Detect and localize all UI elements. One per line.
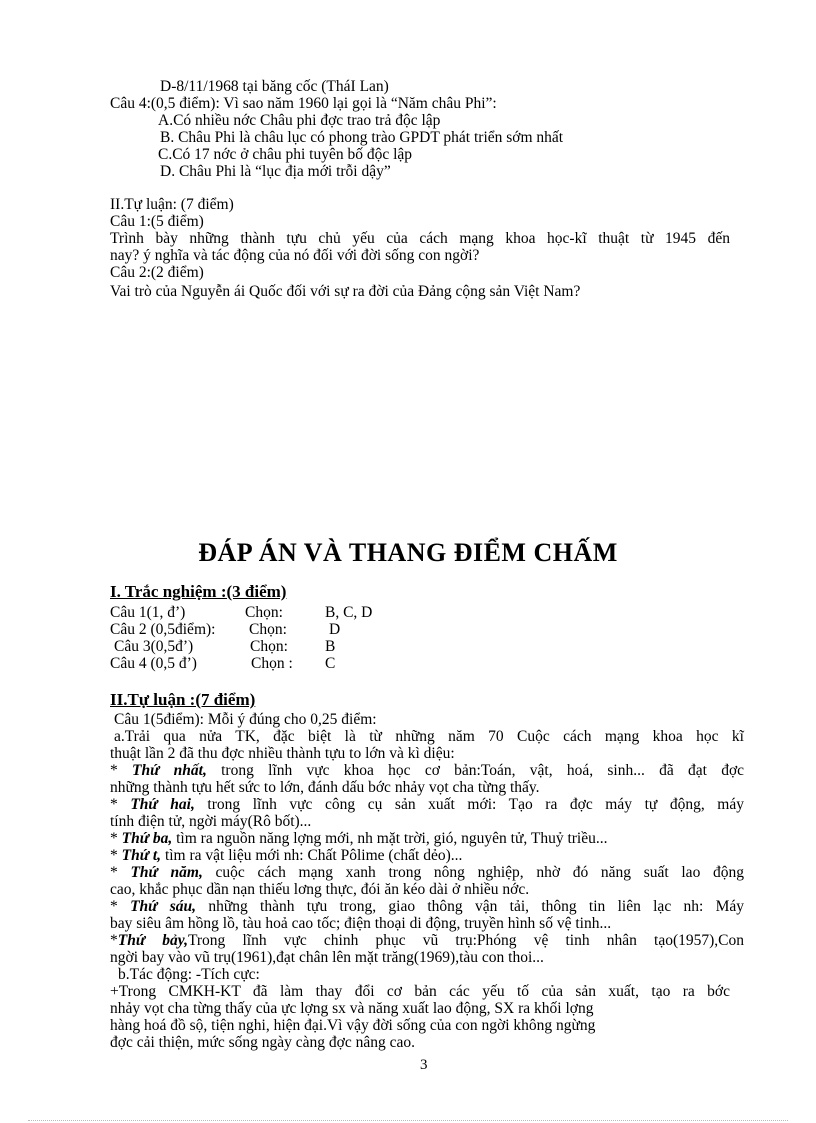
- answer-row-answer: B, C, D: [325, 604, 373, 621]
- essay-q1-text-line2: nay? ý nghĩa và tác động của nó đối với đời sống con ngời?: [110, 247, 480, 264]
- positive-line3: hàng hoá đồ sộ, tiện nghi, hiện đại.Vì vậy đời sống của con ngời không ngừng: [110, 1017, 596, 1034]
- page-number: 3: [420, 1057, 428, 1073]
- point-1-line1: * Thứ nhất, trong lĩnh vực khoa học cơ bản:Toán, vật, hoá, sinh... đã đạt đợc: [110, 762, 745, 779]
- answer-row-choose: Chọn:: [249, 621, 287, 638]
- part2-heading: II.Tự luận :(7 điểm): [110, 690, 256, 709]
- answer-row-q: Câu 4 (0,5 đ’): [110, 655, 197, 672]
- essay-q1-label: Câu 1:(5 điểm): [110, 213, 204, 230]
- b-line: b.Tác động: -Tích cực:: [118, 966, 260, 983]
- answer-row-q: Câu 1(1, đ’): [110, 604, 186, 621]
- q3-option-d: D-8/11/1968 tại băng cốc (TháI Lan): [160, 78, 389, 95]
- point-6-label: Thứ sáu,: [130, 898, 197, 915]
- c1-intro: Câu 1(5điểm): Mỗi ý đúng cho 0,25 điểm:: [114, 711, 377, 728]
- point-1-label: Thứ nhất,: [132, 762, 207, 779]
- point-5-line1: * Thứ năm, cuộc cách mạng xanh trong nông nghiệp, nhờ đó năng suất lao động: [110, 864, 745, 881]
- q4-stem: Câu 4:(0,5 điểm): Vì sao năm 1960 lại gọi là “Năm châu Phi”:: [110, 95, 497, 112]
- positive-line4: đợc cải thiện, mức sống ngày càng đợc nâng cao.: [110, 1034, 415, 1051]
- a-line1: a.Trải qua nửa TK, đặc biệt là từ những năm 70 Cuộc cách mạng khoa học kĩ: [114, 728, 744, 745]
- essay-q1-text-line1: Trình bày những thành tựu chủ yếu của cách mạng khoa học-kĩ thuật từ 1945 đến: [110, 230, 730, 247]
- point-5-line2: cao, khắc phục dần nạn thiếu lơng thực, đói ăn kéo dài ở nhiều nớc.: [110, 881, 530, 898]
- point-6-line2: bay siêu âm hồng lồ, tàu hoả cao tốc; điện thoại di động, truyền hình số vệ tinh...: [110, 915, 612, 932]
- point-1-line2: những thành tựu hết sức to lớn, đánh dấu bớc nhảy vọt cha từng thấy.: [110, 779, 540, 796]
- point-7-line1: *Thứ bảy,Trong lĩnh vực chinh phục vũ trụ:Phóng vệ tinh nhân tạo(1957),Con: [110, 932, 744, 949]
- q4-option-c: C.Có 17 nớc ở châu phi tuyên bố độc lập: [158, 146, 413, 163]
- point-6-line1: * Thứ sáu, những thành tựu trong, giao thông vận tải, thông tin liên lạc nh: Máy: [110, 898, 745, 915]
- q4-option-d: D. Châu Phi là “lục địa mới trỗi dậy”: [160, 163, 391, 180]
- point-5-label: Thứ năm,: [130, 864, 203, 881]
- answer-key-title: ĐÁP ÁN VÀ THANG ĐIỂM CHẤM: [198, 538, 618, 567]
- answer-row-answer: B: [325, 638, 336, 655]
- answer-row-q: Câu 3(0,5đ’): [114, 638, 194, 655]
- a-line2: thuật lần 2 đã thu đợc nhiều thành tựu to lớn và kì diệu:: [110, 745, 455, 762]
- answer-row-answer: D: [329, 621, 341, 638]
- page-divider: [28, 1120, 788, 1121]
- positive-line2: nhảy vọt cha từng thấy của ực lợng sx và năng xuất lao động, SX ra khối lợng: [110, 1000, 594, 1017]
- essay-heading: II.Tự luận: (7 điểm): [110, 196, 234, 213]
- answer-row-answer: C: [325, 655, 336, 672]
- answer-row-q: Câu 2 (0,5điểm):: [110, 621, 216, 638]
- point-2-line1: * Thứ hai, trong lĩnh vực công cụ sản xuất mới: Tạo ra đợc máy tự động, máy: [110, 796, 744, 813]
- point-4-line1: * Thứ t, tìm ra vật liệu mới nh: Chất Pôlime (chất dẻo)...: [110, 847, 463, 864]
- point-2-line2: tính điện tử, ngời máy(Rô bốt)...: [110, 813, 312, 830]
- part1-heading: I. Trắc nghiệm :(3 điểm): [110, 582, 287, 601]
- point-2-label: Thứ hai,: [130, 796, 195, 813]
- essay-q2-text: Vai trò của Nguyễn ái Quốc đối với sự ra đời của Đảng cộng sản Việt Nam?: [110, 283, 581, 300]
- answer-row-choose: Chọn:: [245, 604, 283, 621]
- point-3-line1: * Thứ ba, tìm ra nguồn năng lợng mới, nh mặt trời, gió, nguyên tử, Thuỷ triều...: [110, 830, 608, 847]
- positive-line1: +Trong CMKH-KT đã làm thay đổi cơ bản các yếu tố của sản xuất, tạo ra bớc: [110, 983, 730, 1000]
- point-7-line2: ngời bay vào vũ trụ(1961),đạt chân lên mặt trăng(1969),tàu con thoi...: [110, 949, 544, 966]
- q4-option-b: B. Châu Phi là châu lục có phong trào GPDT phát triển sớm nhất: [160, 129, 564, 146]
- essay-q2-label: Câu 2:(2 điểm): [110, 264, 204, 281]
- point-7-label: Thứ bảy,: [117, 932, 188, 949]
- answer-row-choose: Chọn:: [250, 638, 288, 655]
- point-3-label: Thứ ba,: [121, 830, 173, 847]
- q4-option-a: A.Có nhiều nớc Châu phi đợc trao trả độc lập: [158, 112, 441, 129]
- answer-row-choose: Chọn :: [251, 655, 293, 672]
- point-4-label: Thứ t,: [121, 847, 162, 864]
